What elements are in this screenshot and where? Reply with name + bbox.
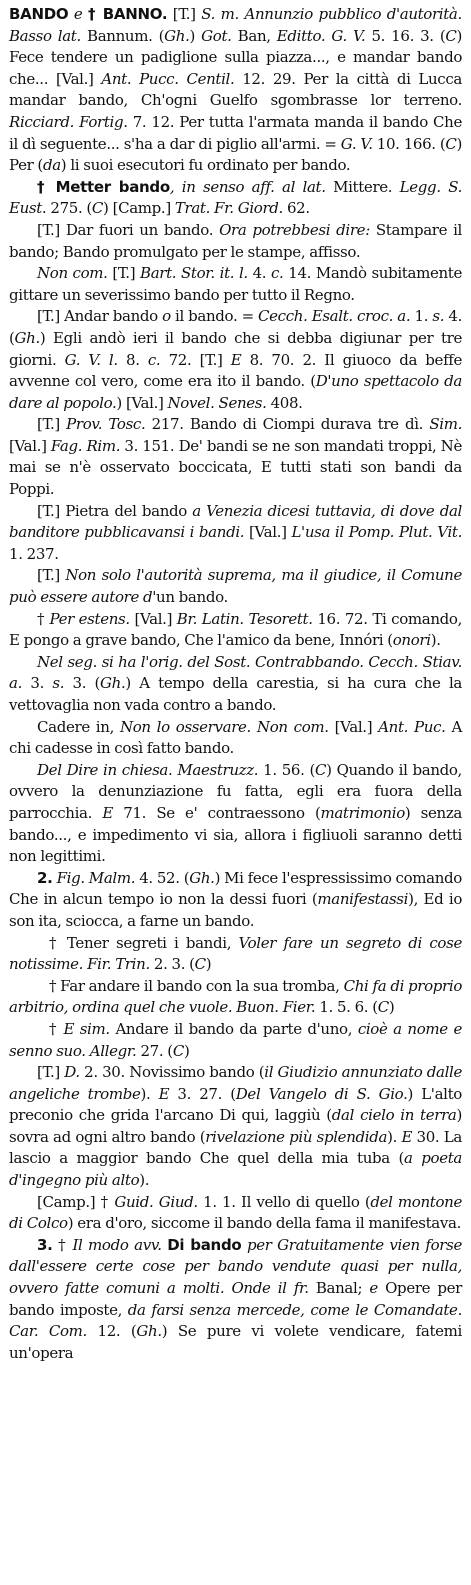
text-run: † bbox=[49, 1019, 64, 1038]
text-run: ) Per ( bbox=[9, 134, 462, 175]
text-run: 1. 1. Il vello di quello ( bbox=[197, 1192, 371, 1211]
text-run: [T.] bbox=[37, 415, 67, 434]
sense-3-di-bando bbox=[9, 1235, 462, 1365]
text-run: † Tener segreti i bandi, bbox=[49, 933, 239, 952]
sense-non-com-bartoli bbox=[9, 263, 462, 306]
text-run: 8. 70. 2. Il giuoco da beffe avvenne col vero, come era ito il bando. ( bbox=[9, 350, 463, 391]
text-run: 4. ( bbox=[9, 307, 462, 347]
text-run: e bbox=[73, 5, 83, 23]
text-run: E bbox=[158, 1084, 170, 1103]
text-run: ) bbox=[388, 998, 395, 1017]
text-run: C bbox=[445, 26, 457, 45]
text-run: Gh. bbox=[164, 26, 190, 45]
text-run: Gh. bbox=[136, 1322, 162, 1341]
sense-cadere-in bbox=[9, 717, 462, 760]
text-run: 10. 166. ( bbox=[372, 134, 446, 153]
text-run: Non solo l'autorità suprema, ma il giudice, il Comune può essere autore d' bbox=[9, 566, 462, 607]
text-run: rivelazione più splendida bbox=[205, 1127, 388, 1146]
sense-autorita-giudice bbox=[9, 565, 462, 608]
text-run: 3. 151. De' bandi se ne son mandati troppi, Nè mai se n'è osservato boccicata, E tutti stati son bandi da Poppi. bbox=[9, 436, 462, 499]
text-run: e bbox=[369, 1279, 378, 1298]
text-run: [T.] bbox=[37, 566, 66, 585]
text-run: 3. bbox=[37, 1235, 53, 1254]
text-run: ) li suoi esecutori fu ordinato per bando. bbox=[60, 156, 351, 175]
text-run: ) [Val.] bbox=[116, 393, 168, 412]
text-run: [Val.] bbox=[9, 436, 51, 455]
text-run: per Gratuitamente vien forse dall'essere certe cose per bando vendute quasi per nulla, ovvero fatte comuni a molti. Onde il fr. bbox=[9, 1235, 462, 1298]
text-run: L'usa il Pomp. Plut. Vit. bbox=[291, 523, 463, 542]
text-run: Del Dire in chiesa. Maestruzz. bbox=[37, 760, 259, 779]
text-run: Voler fare un segreto di cose notissime. Fir. Trin. bbox=[9, 933, 462, 974]
text-run: 4. 52. ( bbox=[135, 868, 190, 887]
text-run: Andare il bando da parte d'uno, bbox=[109, 1019, 358, 1038]
text-run: ), Ed io son ita, sciocca, a farne un bando. bbox=[9, 890, 463, 930]
text-run: Il modo avv. bbox=[72, 1235, 162, 1254]
text-run: [Val.] bbox=[129, 609, 177, 628]
text-run: il Giudizio annunziato dalle angeliche trombe bbox=[9, 1063, 463, 1103]
text-run: 71. Se e' contraessono ( bbox=[112, 803, 321, 822]
text-run: dal cielo in terra bbox=[331, 1106, 457, 1125]
text-run: C bbox=[314, 760, 327, 779]
text-run: D. bbox=[64, 1063, 80, 1082]
text-run: ) Se pure vi volete vendicare, fatemi un'opera bbox=[9, 1322, 462, 1362]
text-run: 1. 237. bbox=[9, 544, 59, 563]
sense-contrabbando bbox=[9, 652, 462, 717]
text-run: C bbox=[194, 955, 206, 974]
text-run: Non com. bbox=[37, 264, 108, 283]
text-run: † Far andare il bando con la sua tromba, bbox=[49, 976, 344, 995]
sense-metter-bando bbox=[9, 177, 462, 220]
text-run: 3. 27. ( bbox=[169, 1084, 236, 1103]
text-run: ) bbox=[189, 26, 202, 45]
text-run: 1. 5. 6. ( bbox=[315, 998, 378, 1017]
text-run: Guid. Giud. bbox=[114, 1192, 198, 1211]
text-run: [T.] Pietra del bando bbox=[37, 501, 193, 520]
sense-e-sim bbox=[9, 1019, 462, 1062]
text-run: ) [Camp.] bbox=[103, 199, 175, 218]
text-run: Sim. bbox=[429, 415, 463, 434]
text-run: c. bbox=[147, 350, 161, 369]
text-run: [T.] Andar bando bbox=[37, 307, 163, 326]
text-run: [T.] bbox=[107, 264, 141, 283]
sense-far-andare-bando bbox=[9, 976, 462, 1019]
text-run: 72. [T.] bbox=[160, 350, 231, 369]
text-run: del montone di Colco bbox=[9, 1192, 462, 1233]
text-run: Editto. G. V. bbox=[276, 26, 366, 45]
text-run: ). bbox=[139, 1171, 150, 1190]
text-run: C bbox=[445, 134, 457, 153]
text-run: ) sovra ad ogni altro bando ( bbox=[9, 1106, 462, 1146]
text-run: ) A tempo della carestia, si ha cura che la vettovaglia non vada contro a bando. bbox=[9, 674, 462, 714]
text-run: 1. 56. ( bbox=[258, 760, 315, 779]
text-run: † bbox=[52, 1235, 73, 1254]
sense-per-estens bbox=[9, 609, 462, 652]
text-run: Opere per bando imposte, bbox=[9, 1279, 462, 1319]
text-run: [Camp.] † bbox=[37, 1192, 115, 1211]
text-run: , in senso aff. al lat. bbox=[169, 177, 326, 196]
sense-guid-giud bbox=[9, 1192, 462, 1235]
text-run: matrimonio bbox=[320, 803, 405, 822]
text-run: Ricciard. Fortig. bbox=[9, 112, 128, 131]
text-run: ) Egli andò ieri il bando che si debba digiunar per tre giorni. bbox=[9, 328, 462, 369]
sense-dante-novissimo bbox=[9, 1062, 462, 1192]
text-run: Ora potrebbesi dire: bbox=[219, 220, 370, 239]
entry-heading-paragraph bbox=[9, 4, 462, 177]
text-run: Br. Latin. Tesorett. bbox=[176, 609, 313, 628]
text-run: Chi fa di proprio arbitrio, ordina quel che vuole. Buon. Fier. bbox=[9, 976, 463, 1017]
text-run: da farsi senza mercede, come le Comandate. Car. Com. bbox=[9, 1300, 462, 1341]
text-run: ) era d'oro, siccome il bando della fama il manifestava. bbox=[67, 1214, 462, 1233]
text-run: ). bbox=[387, 1127, 402, 1146]
text-run: da bbox=[42, 156, 61, 175]
text-run: 30. La lascio a maggior bando Che quel della mia tuba ( bbox=[9, 1127, 462, 1168]
text-run: Gh. bbox=[14, 328, 40, 347]
text-run: cioè a nome e senno suo. Allegr. bbox=[9, 1019, 462, 1060]
text-run: 217. Bando di Ciompi durava tre dì. bbox=[145, 415, 430, 434]
text-run: ) senza bando..., e impedimento vi sia, allora i figliuoli saranno detti non legittimi. bbox=[9, 803, 462, 866]
text-run: s. bbox=[432, 307, 445, 326]
text-run: Gh. bbox=[189, 868, 215, 887]
text-run: Mittere. bbox=[325, 177, 400, 196]
sense-andar-bando bbox=[9, 306, 462, 414]
text-run: D'uno spettacolo da dare al popolo. bbox=[9, 372, 462, 412]
text-run: ) L'alto preconio che grida l'arcano Di qui, laggiù ( bbox=[9, 1084, 462, 1125]
text-run: 8. bbox=[117, 350, 148, 369]
text-run: ) bbox=[183, 1041, 190, 1060]
text-run: † BANNO. bbox=[87, 5, 168, 23]
text-run: Got. bbox=[201, 26, 232, 45]
text-run: Legg. S. Eust. bbox=[9, 177, 463, 218]
text-run: E bbox=[230, 350, 242, 369]
text-run: ) Mi fece l'espressissimo comando Che in alcun tempo io non la dessi fuori ( bbox=[9, 868, 462, 909]
text-run: G. V. bbox=[340, 134, 373, 153]
text-run: 1. bbox=[410, 307, 433, 326]
text-run: il bando. = bbox=[170, 307, 259, 326]
text-run: s. bbox=[52, 674, 65, 693]
text-run: Bannum. ( bbox=[80, 26, 165, 45]
text-run: Nel seg. si ha l'orig. del Sost. Contrabbando. Cecch. Stiav. a. bbox=[9, 652, 462, 693]
text-run: A chi cadesse in così fatto bando. bbox=[9, 717, 463, 758]
text-run: ) Quando il bando, ovvero la denunziazione fu fatta, egli era fuora della parrocchia. bbox=[9, 760, 462, 822]
text-run: 7. 12. Per tutta l'armata manda il bando Che il dì seguente... s'ha a dar di piglio all'armi. = bbox=[9, 112, 463, 153]
text-run: 3. bbox=[22, 674, 53, 693]
text-run: S. m. Annunzio pubblico d'autorità. Basso lat. bbox=[9, 5, 462, 45]
text-run: Del Vangelo di S. Gio. bbox=[235, 1084, 408, 1103]
text-run: 2. 30. Novissimo bando ( bbox=[79, 1063, 265, 1082]
text-run: 3. ( bbox=[64, 674, 101, 693]
sense-pietra-del-bando bbox=[9, 501, 462, 566]
text-run: Di bando bbox=[167, 1235, 242, 1254]
text-run: Cadere in, bbox=[37, 717, 120, 736]
text-run: Non lo osservare. Non com. bbox=[119, 717, 329, 736]
text-run: [T.] bbox=[37, 1063, 65, 1082]
text-run: † bbox=[37, 609, 50, 628]
text-run: [Val.] bbox=[328, 717, 379, 736]
text-run: BANDO bbox=[9, 5, 69, 23]
text-run: c. bbox=[270, 264, 284, 283]
text-run: 16. 72. Ti comando, E pongo a grave bando, Che l'amico da bene, Innóri ( bbox=[9, 609, 463, 650]
text-run: 2. 3. ( bbox=[149, 955, 195, 974]
text-run: Stampare il bando; Bando promulgato per le stampe, affisso. bbox=[9, 220, 462, 261]
text-run: Trat. Fr. Giord. bbox=[174, 199, 283, 218]
text-run: ) Fece tendere un padiglione sulla piazza..., e mandar bando che... [Val.] bbox=[9, 26, 462, 88]
text-run: E sim. bbox=[63, 1019, 110, 1038]
text-run: Fag. Rim. bbox=[50, 436, 121, 455]
text-run: C bbox=[91, 199, 104, 218]
text-run: C bbox=[172, 1041, 184, 1060]
text-run: Fig. Malm. bbox=[56, 868, 136, 887]
text-run: † Metter bando bbox=[37, 177, 170, 196]
text-run: a Venezia dicesi tuttavia, di dove dal banditore pubblicavansi i bandi. bbox=[9, 501, 462, 542]
text-run: Per estens. bbox=[49, 609, 130, 628]
text-run: C bbox=[377, 998, 389, 1017]
text-run: 12. ( bbox=[86, 1322, 137, 1341]
text-run: ). bbox=[430, 631, 441, 650]
text-run: Prov. Tosc. bbox=[66, 415, 146, 434]
text-run: [T.] Dar fuori un bando. bbox=[37, 220, 220, 239]
sense-tener-segreti bbox=[9, 933, 462, 976]
text-run: 62. bbox=[282, 199, 310, 218]
text-run: Ban, bbox=[231, 26, 277, 45]
text-run: E bbox=[401, 1127, 413, 1146]
text-run: 5. 16. 3. ( bbox=[365, 26, 446, 45]
text-run: 14. Mandò subitamente gittare un severissimo bando per tutto il Regno. bbox=[9, 264, 462, 304]
sense-dire-in-chiesa bbox=[9, 760, 462, 868]
text-run: Novel. Senes. bbox=[167, 393, 267, 412]
text-run: Banal; bbox=[308, 1279, 370, 1298]
text-run: ). bbox=[140, 1084, 159, 1103]
text-run: 4. bbox=[247, 264, 271, 283]
text-run: Ant. Pucc. Centil. bbox=[101, 69, 235, 88]
text-run: [T.] bbox=[167, 5, 202, 23]
sense-2-fig bbox=[9, 868, 462, 933]
text-run: manifestassi bbox=[317, 890, 409, 909]
text-run: G. V. l. bbox=[64, 350, 118, 369]
text-run: 275. ( bbox=[46, 199, 92, 218]
text-run: 27. ( bbox=[136, 1041, 173, 1060]
sense-prov-tosc bbox=[9, 414, 462, 500]
text-run: 12. 29. Per la città di Lucca mandar bando, Ch'ogni Guelfo sgombrasse lor terreno. bbox=[9, 69, 462, 110]
text-run: Bart. Stor. it. l. bbox=[140, 264, 248, 283]
text-run: E bbox=[102, 803, 113, 822]
text-run: onori bbox=[392, 631, 431, 650]
text-run: Cecch. Esalt. croc. a. bbox=[258, 307, 411, 326]
text-run: Gh. bbox=[100, 674, 126, 693]
text-run: o bbox=[162, 307, 171, 326]
sense-dar-fuori-bando bbox=[9, 220, 462, 263]
text-run: ) bbox=[205, 955, 212, 974]
text-run: 2. bbox=[37, 868, 53, 887]
text-run: Ant. Puc. bbox=[378, 717, 446, 736]
text-run: a poeta d'ingegno più alto bbox=[9, 1149, 462, 1190]
text-run: [Val.] bbox=[244, 523, 292, 542]
text-run: un bando. bbox=[156, 588, 228, 607]
text-run: 408. bbox=[266, 393, 303, 412]
